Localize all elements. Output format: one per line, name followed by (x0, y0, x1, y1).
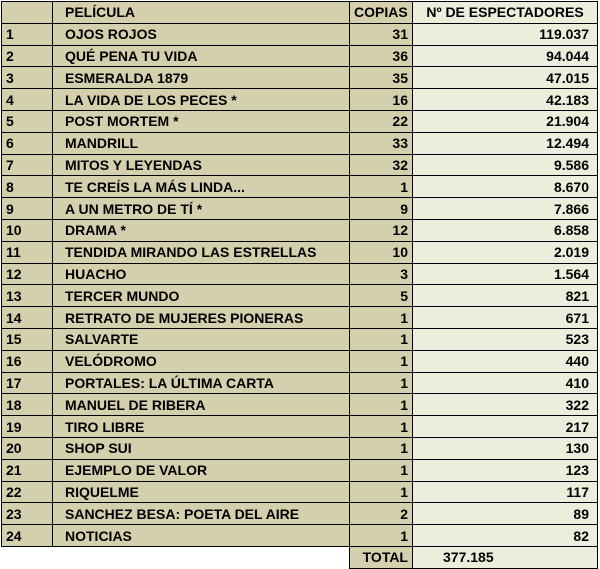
viewers-cell: 410 (413, 372, 598, 394)
rank-cell: 8 (2, 176, 53, 198)
rank-cell: 7 (2, 154, 53, 176)
rank-cell: 15 (2, 328, 53, 350)
rank-cell: 5 (2, 110, 53, 132)
table-row (2, 89, 598, 111)
table-row (2, 241, 598, 263)
copies-cell: 22 (350, 110, 413, 132)
viewers-cell: 217 (413, 416, 598, 438)
viewers-cell: 440 (413, 350, 598, 372)
rank-cell: 4 (2, 89, 53, 111)
rank-cell: 3 (2, 67, 53, 89)
title-cell: A UN METRO DE TÍ * (53, 198, 350, 220)
title-cell: PORTALES: LA ÚLTIMA CARTA (53, 372, 350, 394)
copies-cell: 33 (350, 132, 413, 154)
title-cell: DRAMA * (53, 219, 350, 241)
copies-cell: 1 (350, 394, 413, 416)
viewers-cell: 1.564 (413, 263, 598, 285)
title-cell: QUÉ PENA TU VIDA (53, 45, 350, 67)
total-spacer (2, 546, 350, 568)
copies-cell: 1 (350, 350, 413, 372)
title-cell: SALVARTE (53, 328, 350, 350)
table-row (2, 110, 598, 132)
rank-cell: 17 (2, 372, 53, 394)
table-body (2, 23, 598, 546)
table-row (2, 23, 598, 45)
title-cell: EJEMPLO DE VALOR (53, 459, 350, 481)
viewers-cell: 82 (413, 525, 598, 547)
title-cell: RETRATO DE MUJERES PIONERAS (53, 307, 350, 329)
title-cell: OJOS ROJOS (53, 23, 350, 45)
viewers-cell: 671 (413, 307, 598, 329)
copies-cell: 35 (350, 67, 413, 89)
table-row (2, 503, 598, 525)
title-cell: ESMERALDA 1879 (53, 67, 350, 89)
viewers-cell: 42.183 (413, 89, 598, 111)
table-row (2, 459, 598, 481)
rank-cell: 9 (2, 198, 53, 220)
copies-cell: 9 (350, 198, 413, 220)
viewers-cell: 21.904 (413, 110, 598, 132)
viewers-cell: 8.670 (413, 176, 598, 198)
copies-cell: 12 (350, 219, 413, 241)
title-cell: MANDRILL (53, 132, 350, 154)
rank-cell: 18 (2, 394, 53, 416)
table-row (2, 263, 598, 285)
viewers-cell: 9.586 (413, 154, 598, 176)
table-row (2, 481, 598, 503)
table-row (2, 328, 598, 350)
rank-cell: 23 (2, 503, 53, 525)
copies-cell: 1 (350, 416, 413, 438)
rank-cell: 14 (2, 307, 53, 329)
header-row (2, 2, 598, 24)
table-row (2, 525, 598, 547)
viewers-cell: 94.044 (413, 45, 598, 67)
copies-cell: 1 (350, 372, 413, 394)
table-row (2, 45, 598, 67)
copies-cell: 1 (350, 481, 413, 503)
rank-cell: 1 (2, 23, 53, 45)
copies-cell: 1 (350, 459, 413, 481)
title-cell: MITOS Y LEYENDAS (53, 154, 350, 176)
copies-cell: 10 (350, 241, 413, 263)
copies-cell: 16 (350, 89, 413, 111)
viewers-cell: 2.019 (413, 241, 598, 263)
title-cell: TERCER MUNDO (53, 285, 350, 307)
title-cell: VELÓDROMO (53, 350, 350, 372)
table-row (2, 372, 598, 394)
title-cell: MANUEL DE RIBERA (53, 394, 350, 416)
title-cell: SHOP SUI (53, 437, 350, 459)
table-row (2, 154, 598, 176)
rank-cell: 12 (2, 263, 53, 285)
table-row (2, 350, 598, 372)
copies-cell: 1 (350, 328, 413, 350)
viewers-cell: 130 (413, 437, 598, 459)
viewers-cell: 47.015 (413, 67, 598, 89)
table-row (2, 307, 598, 329)
total-label: TOTAL (350, 546, 413, 568)
rank-cell: 19 (2, 416, 53, 438)
film-ranking-table (1, 1, 598, 569)
viewers-cell: 821 (413, 285, 598, 307)
rank-cell: 20 (2, 437, 53, 459)
title-cell: LA VIDA DE LOS PECES * (53, 89, 350, 111)
title-cell: HUACHO (53, 263, 350, 285)
viewers-cell: 7.866 (413, 198, 598, 220)
viewers-cell: 89 (413, 503, 598, 525)
copies-cell: 36 (350, 45, 413, 67)
header-copies: COPIAS (350, 2, 413, 24)
viewers-cell: 6.858 (413, 219, 598, 241)
table-row (2, 416, 598, 438)
table-row (2, 132, 598, 154)
header-title: PELÍCULA (53, 2, 350, 24)
title-cell: NOTICIAS (53, 525, 350, 547)
copies-cell: 1 (350, 525, 413, 547)
copies-cell: 32 (350, 154, 413, 176)
title-cell: POST MORTEM * (53, 110, 350, 132)
viewers-cell: 322 (413, 394, 598, 416)
title-cell: RIQUELME (53, 481, 350, 503)
rank-cell: 13 (2, 285, 53, 307)
total-value: 377.185 (413, 546, 598, 568)
table-row (2, 176, 598, 198)
rank-cell: 22 (2, 481, 53, 503)
title-cell: SANCHEZ BESA: POETA DEL AIRE (53, 503, 350, 525)
copies-cell: 3 (350, 263, 413, 285)
rank-cell: 21 (2, 459, 53, 481)
copies-cell: 1 (350, 437, 413, 459)
rank-cell: 16 (2, 350, 53, 372)
viewers-cell: 123 (413, 459, 598, 481)
total-row (2, 546, 598, 568)
table-row (2, 219, 598, 241)
viewers-cell: 117 (413, 481, 598, 503)
table-row (2, 394, 598, 416)
rank-cell: 10 (2, 219, 53, 241)
rank-cell: 6 (2, 132, 53, 154)
header-rank (2, 2, 53, 24)
title-cell: TIRO LIBRE (53, 416, 350, 438)
viewers-cell: 119.037 (413, 23, 598, 45)
rank-cell: 11 (2, 241, 53, 263)
copies-cell: 31 (350, 23, 413, 45)
copies-cell: 2 (350, 503, 413, 525)
copies-cell: 5 (350, 285, 413, 307)
viewers-cell: 523 (413, 328, 598, 350)
rank-cell: 2 (2, 45, 53, 67)
table-row (2, 198, 598, 220)
title-cell: TE CREÍS LA MÁS LINDA... (53, 176, 350, 198)
copies-cell: 1 (350, 307, 413, 329)
rank-cell: 24 (2, 525, 53, 547)
viewers-cell: 12.494 (413, 132, 598, 154)
table-row (2, 285, 598, 307)
title-cell: TENDIDA MIRANDO LAS ESTRELLAS (53, 241, 350, 263)
copies-cell: 1 (350, 176, 413, 198)
table-row (2, 437, 598, 459)
header-viewers: Nº DE ESPECTADORES (413, 2, 598, 24)
table-row (2, 67, 598, 89)
